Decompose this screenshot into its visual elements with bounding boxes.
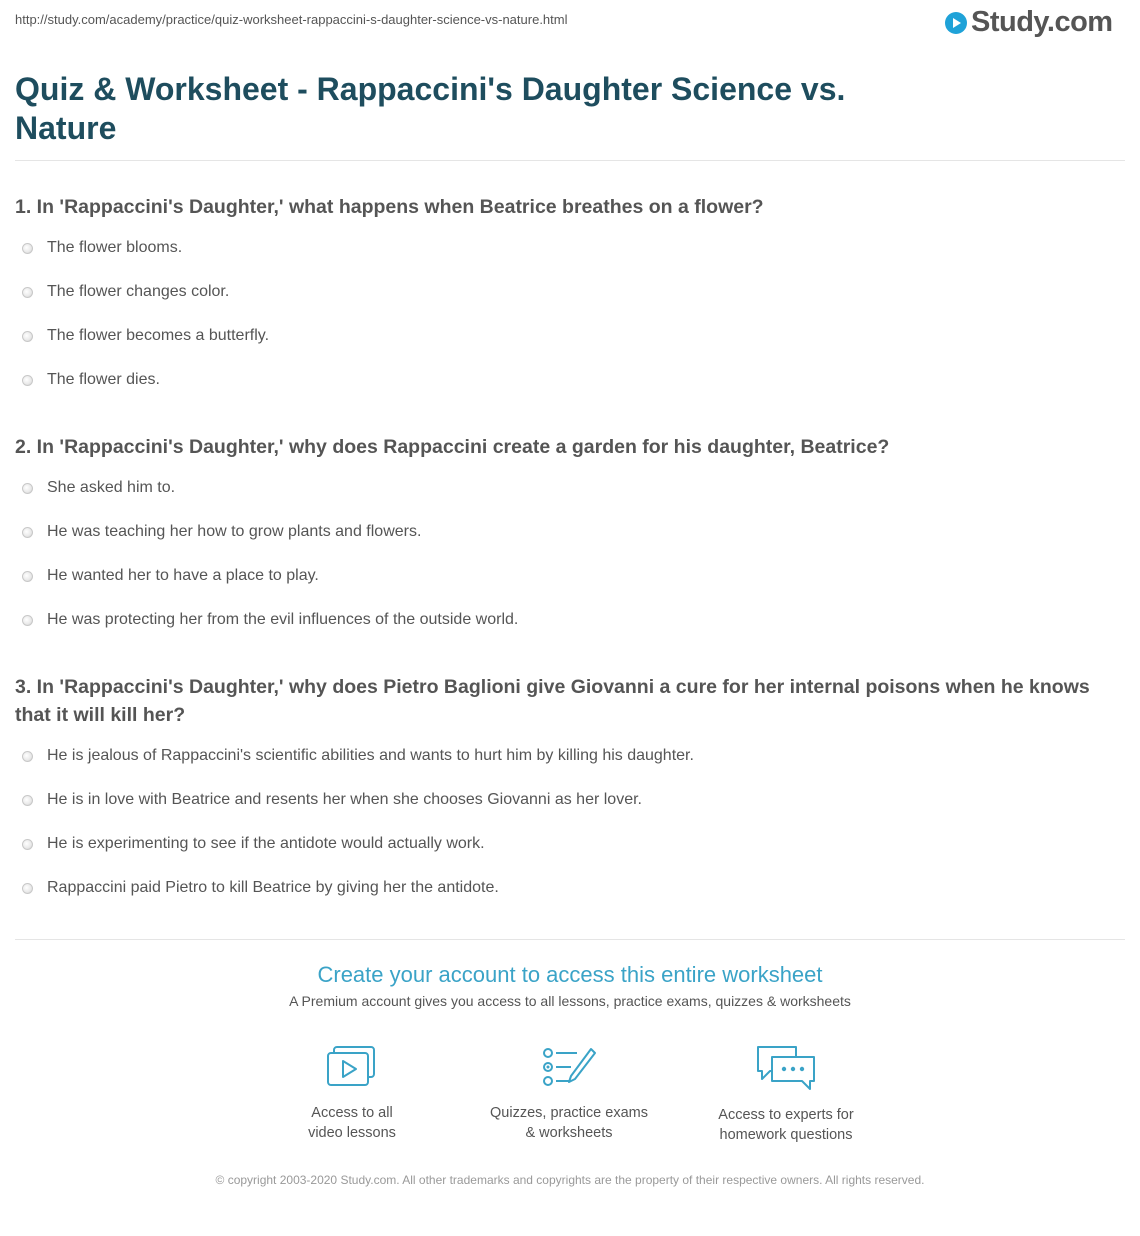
- answer-option[interactable]: [22, 239, 182, 257]
- create-account-link[interactable]: Create your account to access this entire worksheet: [317, 962, 823, 987]
- option-label: He is experimenting to see if the antidote would actually work.: [47, 835, 485, 852]
- divider: [15, 160, 1125, 161]
- radio-button[interactable]: [22, 883, 33, 894]
- radio-button[interactable]: [22, 527, 33, 538]
- question-3: 3. In 'Rappaccini's Daughter,' why does Pietro Baglioni give Giovanni a cure for her internal poisons when he knows that it will kill her?: [15, 676, 1090, 726]
- page-url: http://study.com/academy/practice/quiz-worksheet-rappaccini-s-daughter-science-vs-nature.html: [15, 12, 568, 27]
- radio-button[interactable]: [22, 287, 33, 298]
- option-label: The flower dies.: [47, 371, 160, 388]
- option-label: She asked him to.: [47, 479, 176, 496]
- option-label: The flower blooms.: [47, 239, 183, 256]
- feature-experts: [696, 1045, 876, 1145]
- quiz-checklist-icon: [541, 1045, 597, 1089]
- radio-button[interactable]: [22, 751, 33, 762]
- radio-button[interactable]: [22, 795, 33, 806]
- option-label: He was teaching her how to grow plants and flowers.: [47, 523, 422, 540]
- answer-option[interactable]: [22, 523, 421, 541]
- option-label: The flower becomes a butterfly.: [47, 327, 270, 344]
- divider: [15, 939, 1125, 940]
- premium-description: A Premium account gives you access to all lessons, practice exams, quizzes & worksheets: [289, 993, 851, 1009]
- radio-button[interactable]: [22, 483, 33, 494]
- feature-quizzes: [479, 1045, 659, 1143]
- answer-option[interactable]: [22, 791, 642, 809]
- question-2: 2. In 'Rappaccini's Daughter,' why does Rappaccini create a garden for his daughter, Beatrice?: [15, 436, 890, 458]
- answer-option[interactable]: [22, 567, 319, 585]
- option-label: The flower changes color.: [47, 283, 230, 300]
- option-label: He is jealous of Rappaccini's scientific abilities and wants to hurt him by killing his daughter.: [47, 747, 694, 764]
- answer-option[interactable]: [22, 611, 518, 629]
- answer-option[interactable]: [22, 283, 229, 301]
- answer-option[interactable]: [22, 747, 694, 765]
- copyright-notice: © copyright 2003-2020 Study.com. All other trademarks and copyrights are the property of their respective owners. All rights reserved.: [215, 1173, 925, 1187]
- feature-label: Access to all video lessons: [308, 1105, 396, 1141]
- question-1: 1. In 'Rappaccini's Daughter,' what happens when Beatrice breathes on a flower?: [15, 196, 764, 218]
- radio-button[interactable]: [22, 571, 33, 582]
- answer-option[interactable]: [22, 371, 160, 389]
- radio-button[interactable]: [22, 615, 33, 626]
- video-lessons-icon: [326, 1045, 378, 1089]
- feature-label: Access to experts for homework questions: [718, 1107, 854, 1143]
- answer-option[interactable]: [22, 879, 499, 897]
- study-logo[interactable]: [945, 6, 1113, 39]
- feature-video-lessons: [262, 1045, 442, 1143]
- play-circle-icon: [945, 12, 967, 34]
- option-label: He was protecting her from the evil influences of the outside world.: [47, 611, 519, 628]
- feature-label: Quizzes, practice exams & worksheets: [490, 1105, 648, 1141]
- answer-option[interactable]: [22, 479, 175, 497]
- option-label: He wanted her to have a place to play.: [47, 567, 319, 584]
- page-title: Quiz & Worksheet - Rappaccini's Daughter Science vs. Nature: [15, 71, 846, 146]
- radio-button[interactable]: [22, 839, 33, 850]
- answer-option[interactable]: [22, 835, 485, 853]
- logo-text: Study.com: [971, 6, 1113, 38]
- option-label: Rappaccini paid Pietro to kill Beatrice by giving her the antidote.: [47, 879, 499, 896]
- chat-bubbles-icon: [754, 1045, 818, 1091]
- radio-button[interactable]: [22, 375, 33, 386]
- option-label: He is in love with Beatrice and resents her when she chooses Giovanni as her lover.: [47, 791, 642, 808]
- radio-button[interactable]: [22, 243, 33, 254]
- answer-option[interactable]: [22, 327, 269, 345]
- radio-button[interactable]: [22, 331, 33, 342]
